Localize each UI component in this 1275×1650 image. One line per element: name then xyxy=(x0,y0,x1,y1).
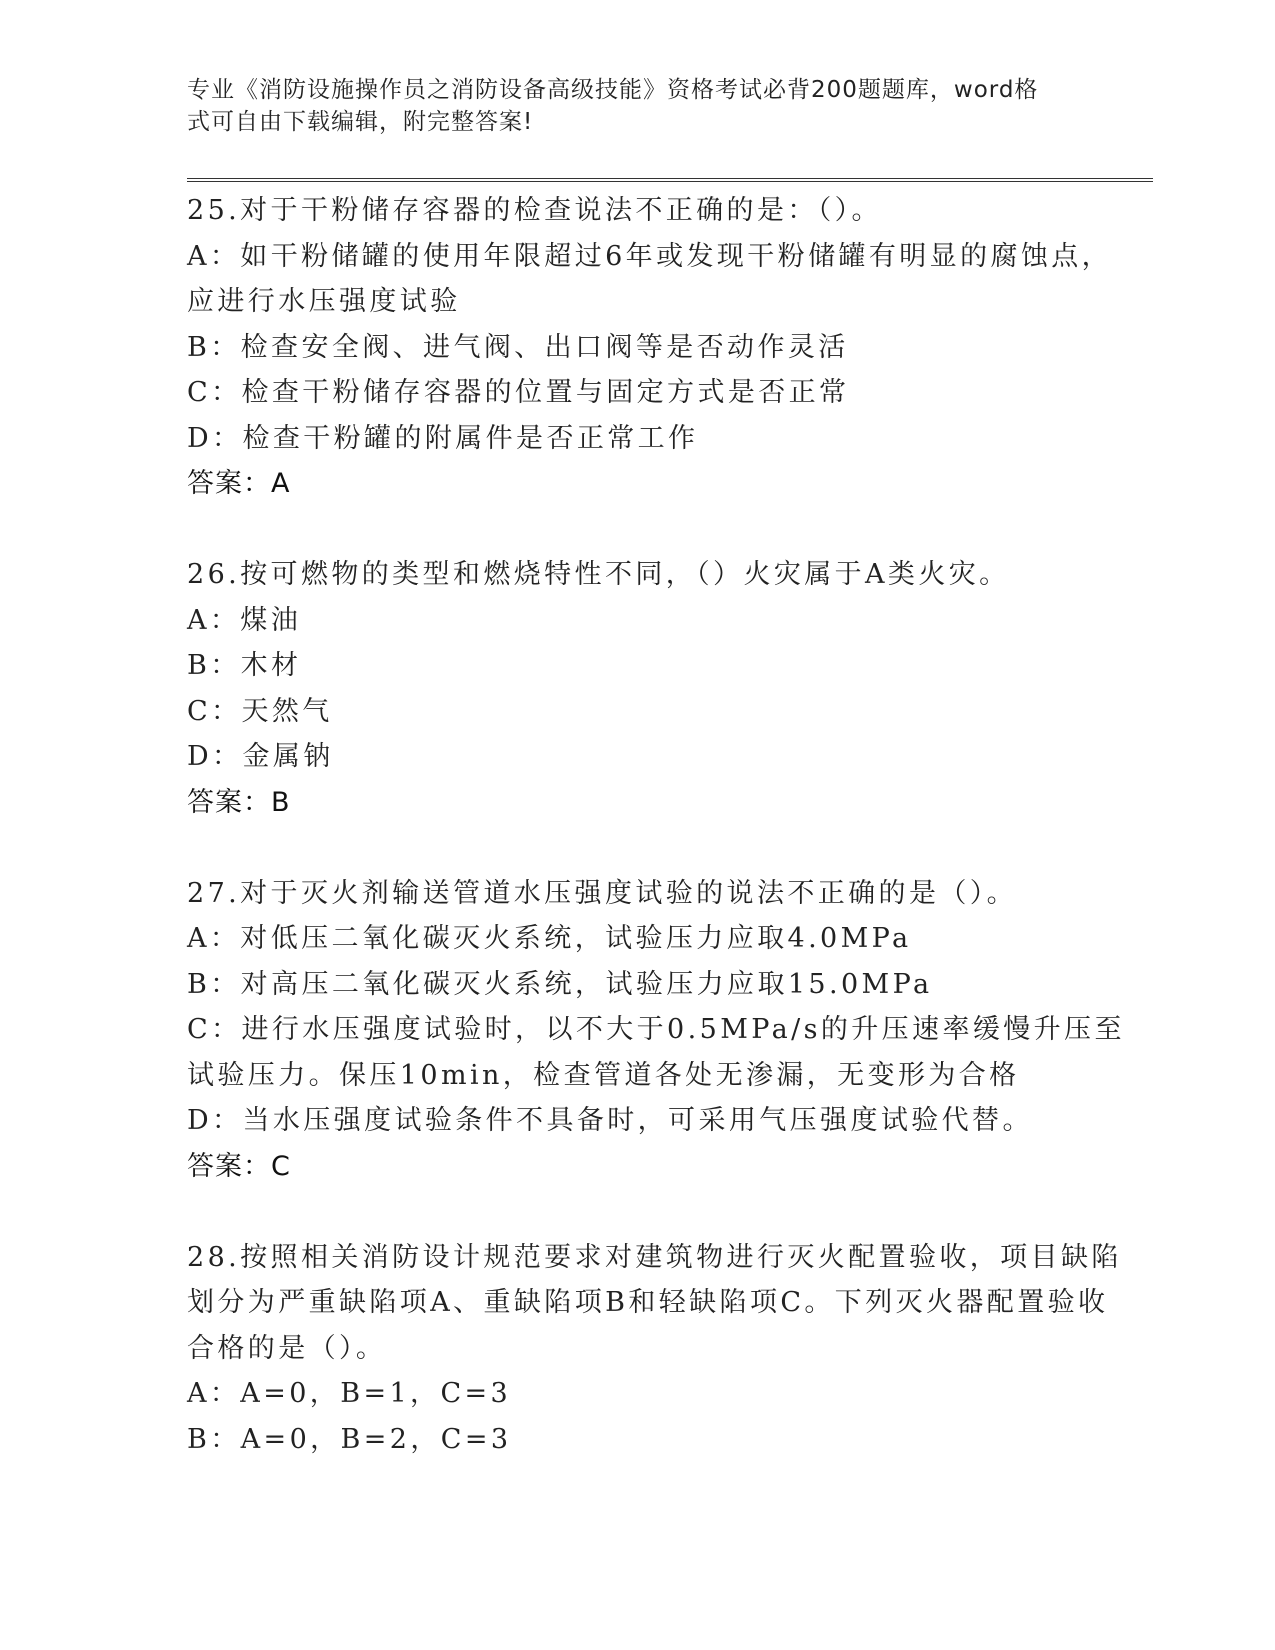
question-stem: 28.按照相关消防设计规范要求对建筑物进行灭火配置验收，项目缺陷 xyxy=(187,1241,1122,1273)
question-25 xyxy=(187,188,1113,507)
header-line-2: 式可自由下载编辑，附完整答案! xyxy=(187,109,534,135)
question-stem: 27.对于灭火剂输送管道水压强度试验的说法不正确的是（）。 xyxy=(187,877,1018,909)
question-stem: 26.按可燃物的类型和燃烧特性不同，（）火灾属于A类火灾。 xyxy=(187,559,1010,590)
question-stem-continued: 合格的是（）。 xyxy=(187,1332,387,1364)
option-b: B：木材 xyxy=(187,650,302,681)
question-28 xyxy=(187,1235,1122,1463)
question-list xyxy=(187,188,1125,1462)
answer-line: 答案：C xyxy=(187,1150,291,1182)
spacer xyxy=(187,507,1087,553)
question-26 xyxy=(187,552,1087,825)
question-stem: 25.对于干粉储存容器的检查说法不正确的是：（）。 xyxy=(187,195,882,226)
option-b: B：对高压二氧化碳灭火系统，试验压力应取15.0MPa xyxy=(187,968,933,1000)
option-a: A：A=0，B=1，C=3 xyxy=(187,1378,512,1409)
option-d: D：检查干粉罐的附属件是否正常工作 xyxy=(187,422,699,454)
option-a: A：如干粉储罐的使用年限超过6年或发现干粉储罐有明显的腐蚀点， xyxy=(187,240,1113,272)
question-stem-continued: 划分为严重缺陷项A、重缺陷项B和轻缺陷项C。下列灭火器配置验收 xyxy=(187,1287,1109,1318)
option-b: B：检查安全阀、进气阀、出口阀等是否动作灵活 xyxy=(187,331,849,363)
option-a-continued: 应进行水压强度试验 xyxy=(187,286,461,317)
spacer xyxy=(187,825,1087,871)
option-a: A：煤油 xyxy=(187,604,302,636)
option-d: D：当水压强度试验条件不具备时，可采用气压强度试验代替。 xyxy=(187,1105,1033,1136)
answer-line: 答案：A xyxy=(187,468,291,499)
option-c-continued: 试验压力。保压10min，检查管道各处无渗漏，无变形为合格 xyxy=(187,1059,1020,1091)
option-c: C：天然气 xyxy=(187,695,333,727)
option-c: C：检查干粉储存容器的位置与固定方式是否正常 xyxy=(187,377,850,408)
spacer xyxy=(187,1189,1087,1235)
option-c: C：进行水压强度试验时，以不大于0.5MPa/s的升压速率缓慢升压至 xyxy=(187,1014,1125,1045)
document-header xyxy=(187,74,1067,138)
header-line-1: 专业《消防设施操作员之消防设备高级技能》资格考试必背200题题库，word格 xyxy=(187,77,1039,103)
option-d: D：金属钠 xyxy=(187,741,334,772)
answer-line: 答案：B xyxy=(187,786,291,818)
option-b: B：A=0，B=2，C=3 xyxy=(187,1423,512,1455)
header-divider xyxy=(187,178,1153,182)
question-27 xyxy=(187,871,1125,1190)
option-a: A：对低压二氧化碳灭火系统，试验压力应取4.0MPa xyxy=(187,923,912,954)
